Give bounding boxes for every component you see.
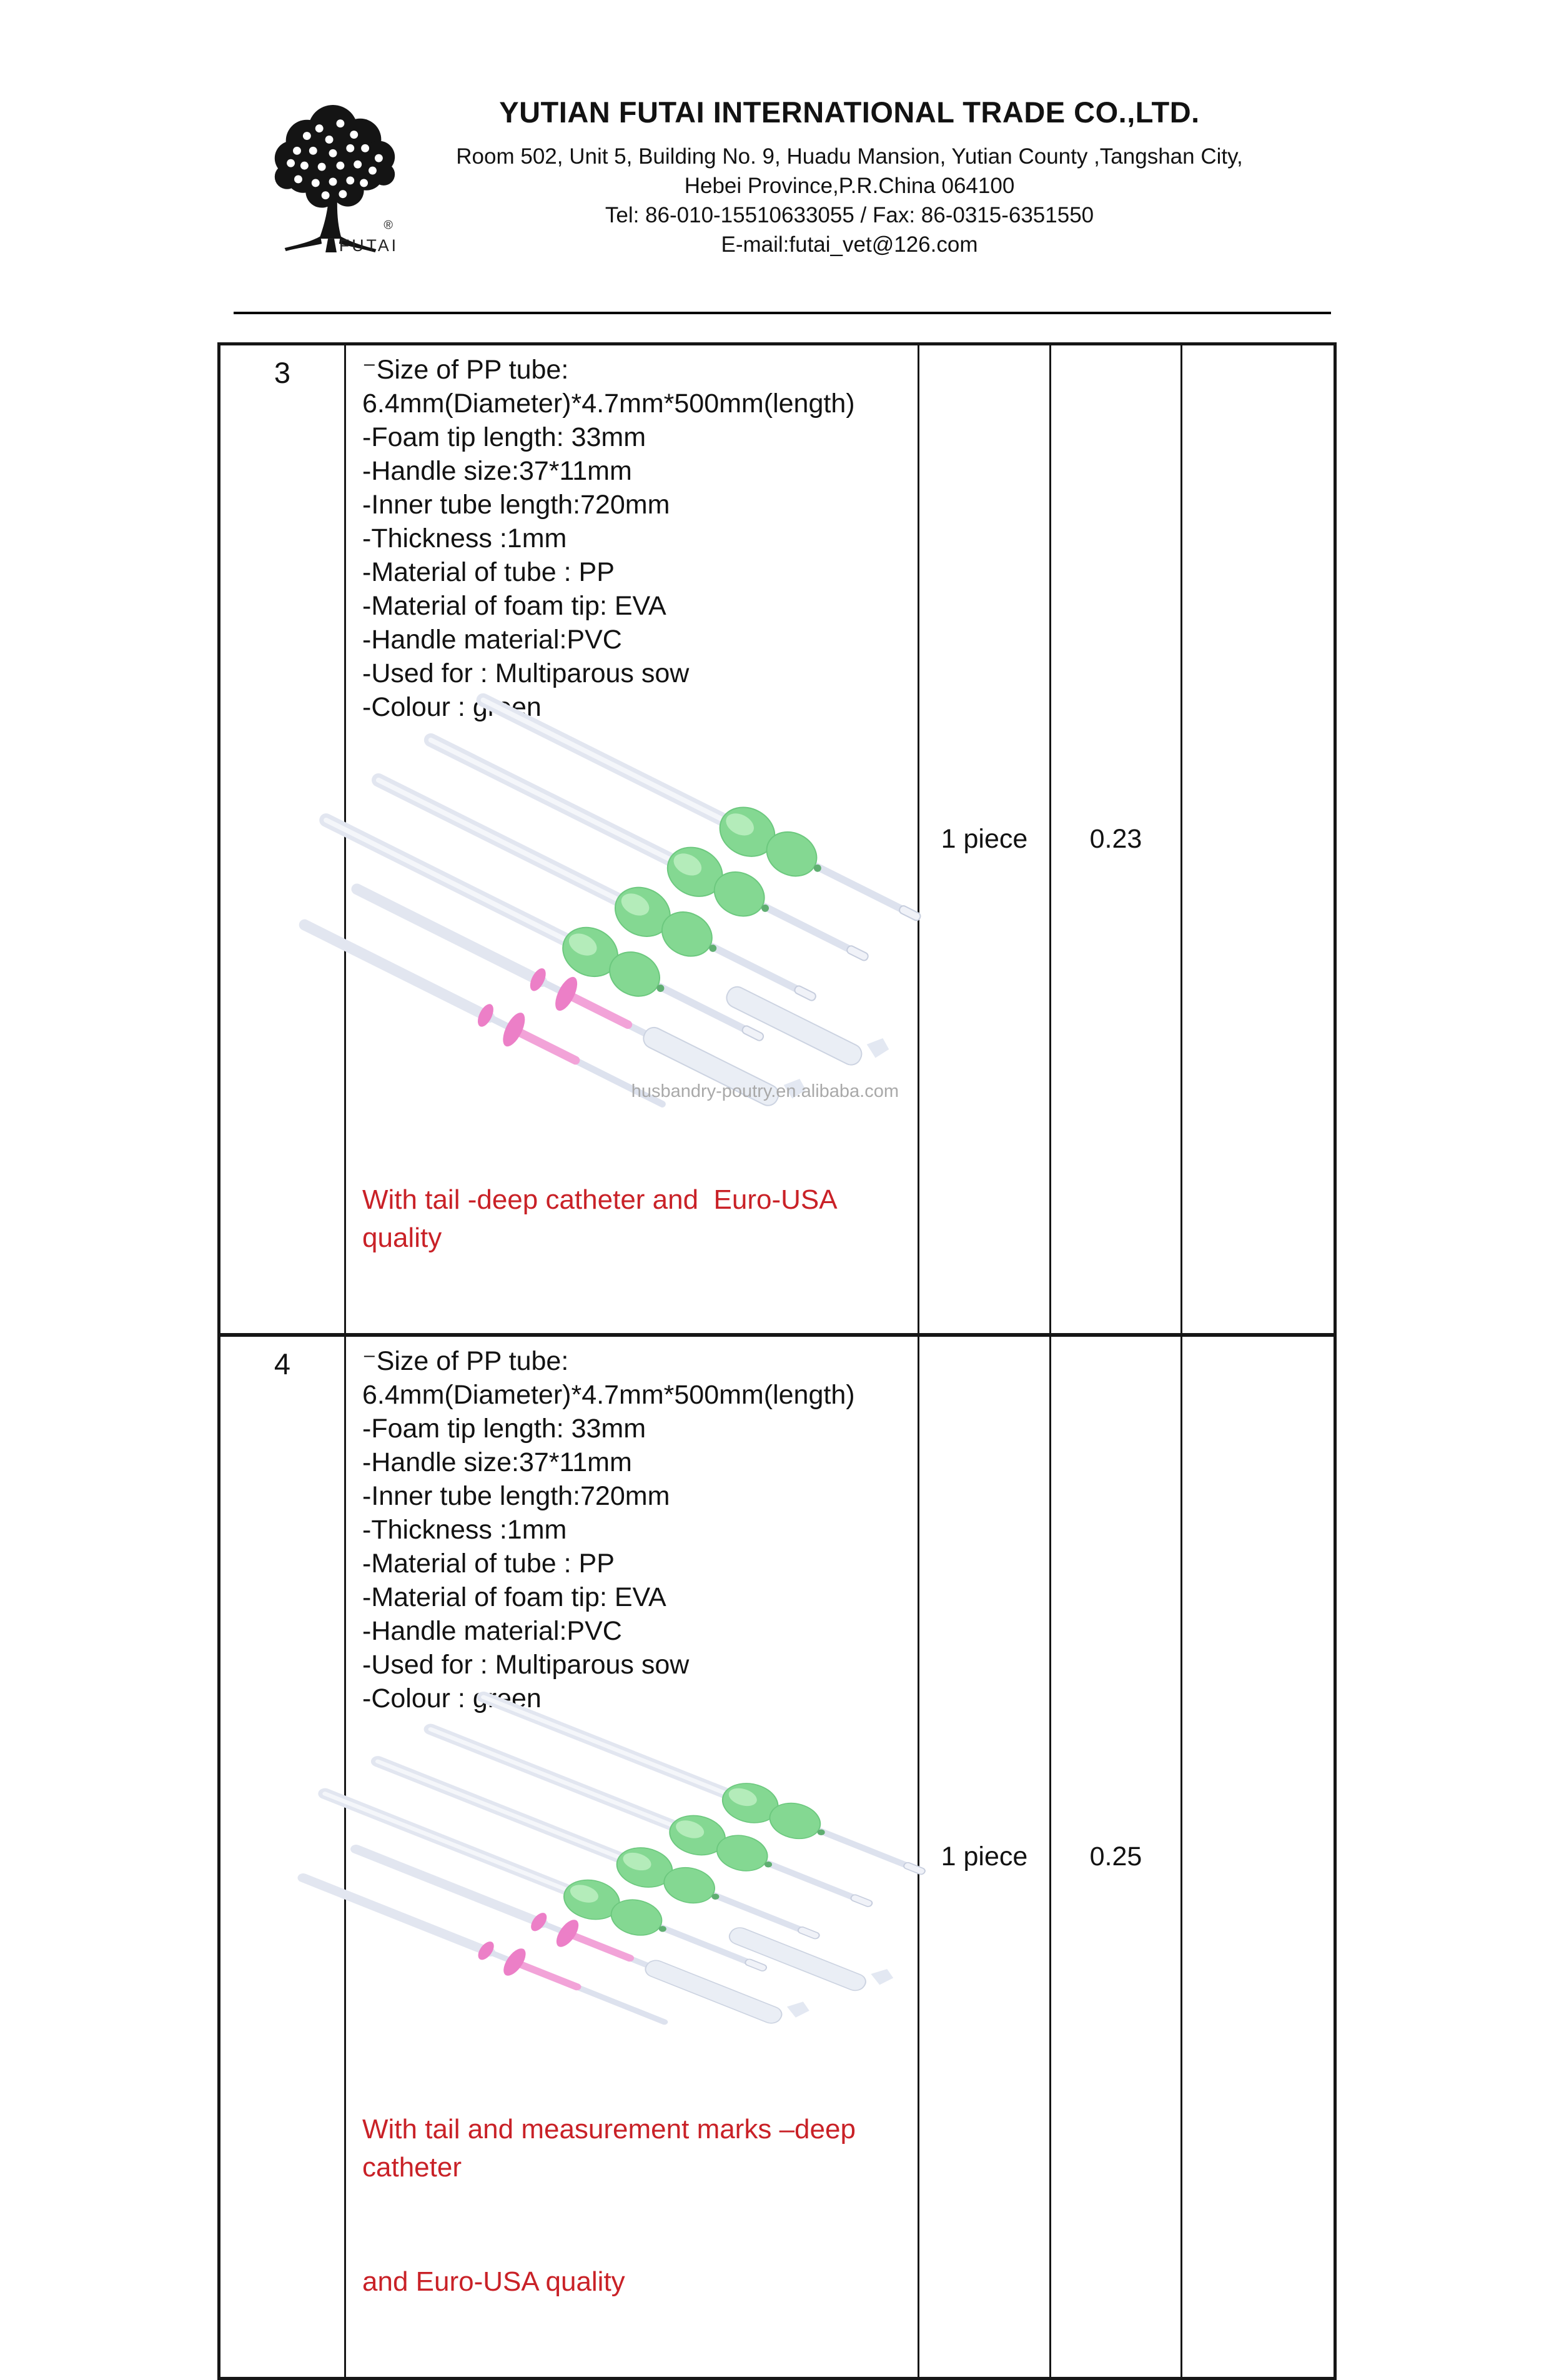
address-line-2: Hebei Province,P.R.China 064100 [684, 174, 1015, 198]
address-line-1: Room 502, Unit 5, Building No. 9, Huadu Mansion, Yutian County ,Tangshan City, [456, 144, 1243, 169]
price-cell: 0.25 [1051, 1335, 1182, 2379]
spec-line: 6.4mm(Diameter)*4.7mm*500mm(length) [362, 389, 855, 419]
spec-line: ⁻Size of PP tube: [362, 355, 569, 385]
tel-fax-line: Tel: 86-010-15510633055 / Fax: 86-0315-6351550 [605, 203, 1094, 227]
spec-line: -Colour : green [362, 692, 542, 722]
spec-line: -Thickness :1mm [362, 523, 567, 553]
item-description-cell [345, 344, 919, 1336]
logo-wordmark: FUTAI [339, 236, 399, 255]
item-number: 4 [219, 1335, 345, 2379]
spec-line: -Inner tube length:720mm [362, 490, 670, 520]
table-row-item-4 [219, 1335, 1335, 2379]
spec-line: -Material of tube : PP [362, 557, 615, 587]
spec-line: -Colour : green [362, 1683, 542, 1713]
table-row-item-3 [219, 344, 1335, 1336]
spec-line: -Material of foam tip: EVA [362, 1582, 666, 1612]
email-line: E-mail:futai_vet@126.com [721, 232, 978, 257]
item-number: 3 [219, 344, 345, 1336]
letterhead-text [300, 95, 1399, 259]
product-table [217, 342, 1337, 2380]
caption-line: With tail -deep catheter and Euro-USA quality [362, 1184, 844, 1253]
quantity-cell: 1 piece [919, 344, 1051, 1336]
spec-line: -Inner tube length:720mm [362, 1481, 670, 1511]
header-divider-rule [234, 312, 1331, 314]
spec-line: -Material of tube : PP [362, 1549, 615, 1579]
notes-cell [1182, 344, 1335, 1336]
product-caption [362, 1104, 906, 1333]
spec-line: -Used for : Multiparous sow [362, 658, 690, 688]
item-description-cell [345, 1335, 919, 2379]
price-cell: 0.23 [1051, 344, 1182, 1336]
spec-line: -Material of foam tip: EVA [362, 591, 666, 621]
spec-line: -Used for : Multiparous sow [362, 1650, 690, 1680]
spec-line: -Handle material:PVC [362, 625, 622, 655]
spec-line: -Handle material:PVC [362, 1616, 622, 1646]
company-name: YUTIAN FUTAI INTERNATIONAL TRADE CO.,LTD. [499, 96, 1200, 129]
registered-mark-icon: ® [384, 218, 393, 232]
caption-line: and Euro-USA quality [362, 2266, 625, 2297]
product-photo-catheters [362, 729, 912, 1080]
caption-line: With tail and measurement marks –deep catheter [362, 2114, 864, 2183]
notes-cell [1182, 1335, 1335, 2379]
product-photo-catheters [362, 1720, 916, 2003]
product-caption [362, 2034, 906, 2377]
spec-line: -Thickness :1mm [362, 1515, 567, 1545]
quantity-cell: 1 piece [919, 1335, 1051, 2379]
spec-line: -Foam tip length: 33mm [362, 1414, 646, 1444]
photo-watermark: husbandry-poutry.en.alibaba.com [631, 1081, 899, 1101]
spec-line: -Handle size:37*11mm [362, 1447, 632, 1477]
spec-line: -Foam tip length: 33mm [362, 422, 646, 452]
spec-line: 6.4mm(Diameter)*4.7mm*500mm(length) [362, 1380, 855, 1410]
spec-line: ⁻Size of PP tube: [362, 1346, 569, 1376]
spec-line: -Handle size:37*11mm [362, 456, 632, 486]
